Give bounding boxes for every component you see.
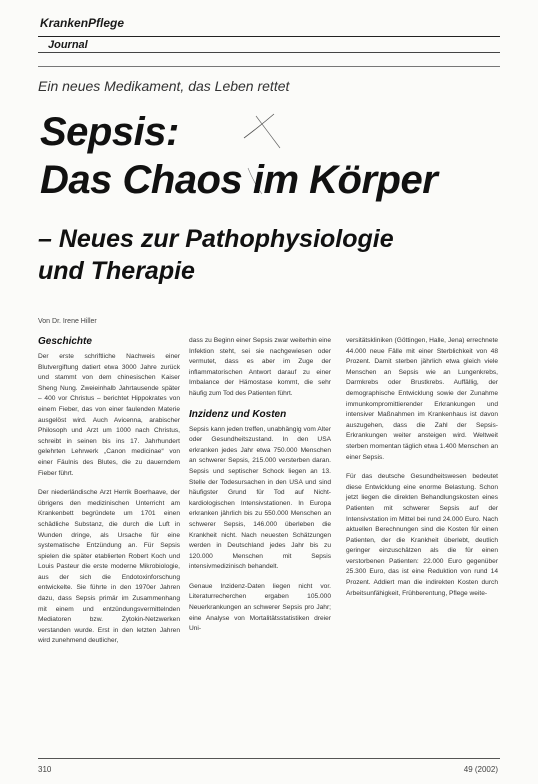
article-kicker: Ein neues Medikament, das Leben rettet bbox=[38, 78, 290, 94]
headline-line-1: Sepsis: bbox=[40, 110, 179, 154]
text-column-3 bbox=[346, 336, 498, 608]
paragraph: versitätskliniken (Göttingen, Halle, Jena) errechnete 44.000 neue Fälle mit einer Sterblichkeit von 48 Prozent. Damit sterben jährlich etwa gleich viele Menschen an Sepsis wie an Lungenkrebs, Darmkrebs oder Brustkrebs. Auffällig, der demographische Entwicklung sowie der Zunahme immunkompromittierender Erkrankungen und intensiver Maßnahmen im Krankenhaus ist davon auszugehen, dass die Zahl der Sepsis-Erkrankungen weiter ansteigen wird. Weltweit sterben momentan täglich etwa 1.400 Menschen an einer Sepsis. bbox=[346, 337, 498, 461]
masthead-rule bbox=[38, 52, 500, 53]
paragraph: Sepsis kann jeden treffen, unabhängig vom Alter oder Gesundheitszustand. In den USA erkranken jedes Jahr etwa 750.000 Menschen an schwerer Sepsis, 215.000 versterben daran. Sepsis und septischer Schock liegen an 13. Stelle der Todesursachen in den USA und sind häufigster Grund für Tod auf Nicht-kardiologischen Intensivstationen. In Europa erkranken jährlich bis zu 550.000 Menschen an schwerer Sepsis, 146.000 überleben die Krankheit nicht. Nach neuesten Schätzungen werden in Deutschland jedes Jahr bis zu 120.000 Menschen mit Sepsis intensivmedizinisch behandelt. bbox=[189, 425, 331, 571]
headline-line-2: Das Chaos im Körper bbox=[40, 158, 438, 202]
subheadline-line-2: und Therapie bbox=[38, 257, 195, 285]
paragraph: Für das deutsche Gesundheitswesen bedeutet diese Entwicklung eine enorme Belastung. Schon jetzt liegen die direkten Behandlungskosten eines Patienten mit schwerer Sepsis auf der Intensivstation im Mittel bei rund 24.000 Euro. Nach aktuellen Berechnungen sind die Kosten für einen Patienten, der die Krankheit überlebt, deutlich geringer einzuschätzen als die für einen verstorbenen Patienten: 22.000 Euro gegenüber 25.300 Euro, das ist eine Reduktion von rund 14 Prozent. Addiert man die indirekten Kosten durch Arbeitsunfähigkeit, Frühberentung, Pflege weite- bbox=[346, 473, 498, 597]
section-heading: Geschichte bbox=[38, 336, 92, 347]
subheadline-line-1: – Neues zur Pathophysiologie bbox=[38, 225, 394, 253]
paragraph: Genaue Inzidenz-Daten liegen nicht vor. Literaturrecherchen ergaben 105.000 Neuerkrankungen an schwerer Sepsis pro Jahr; eine Analyse von Mortalitätsstatistiken dreier Uni- bbox=[189, 582, 331, 633]
paragraph: dass zu Beginn einer Sepsis zwar weiterhin eine Infektion steht, sei sie nachgewiesen oder vermutet, dass es aber im Zuge der inflammatorischen Antwort darauf zu einer Imbalance der Hämostase kommt, die sehr häufig zum Tod des Patienten führt. bbox=[189, 337, 331, 397]
text-column-1 bbox=[38, 336, 180, 656]
paragraph: Der erste schriftliche Nachweis einer Blutvergiftung datiert etwa 3000 Jahre zurück und stammt von dem chinesischen Kaiser Sheng Nung. Zweieinhalb Jahrtausende später – 400 vor Christus – berichtet Hippokrates von einem Fieber, das von einer faulenden Materie ausgelöst wird. Auch Avicenna, arabischer Philosoph und Arzt um 1000 nach Christus, schreibt in seinen bis ins 17. Jahrhundert gelehrten Lehrwerk „Canon medicinae“ von einer Fäulnis des Blutes, die zu dauerndem Fieber führt. bbox=[38, 353, 180, 477]
footer-rule bbox=[38, 758, 500, 759]
journal-subtitle: Journal bbox=[48, 39, 88, 51]
issue-number: 49 (2002) bbox=[463, 765, 498, 774]
page-number: 310 bbox=[38, 765, 52, 774]
masthead-rule bbox=[38, 66, 500, 67]
masthead-rule bbox=[38, 36, 500, 37]
text-column-2 bbox=[189, 336, 331, 644]
paragraph: Der niederländische Arzt Herrik Boerhaave, der übrigens den medizinischen Unterricht am Krankenbett begründete um 1701 einen schädliche Substanz, die durch die Luft in Wunden dringe, als Ursache für eine systematische Entzündung an. Für Sepsis spielen die später etablierten Robert Koch und Louis Pasteur die erste moderne Mikrobiologie, aus der sich die Endotoxinforschung entwickelte. Sie führte in den 1970er Jahren dazu, dass Sepsis primär im Zusammenhang mit einem und entzündungsvermittelnden Mediatoren bzw. Zytokin-Netzwerken verstanden wurde. Erst in den letzten Jahren wird zunehmend deutlicher, bbox=[38, 489, 180, 645]
author-byline: Von Dr. Irene Hiller bbox=[38, 318, 97, 325]
section-heading: Inzidenz und Kosten bbox=[189, 408, 287, 420]
journal-title: KrankenPflege bbox=[40, 16, 125, 30]
